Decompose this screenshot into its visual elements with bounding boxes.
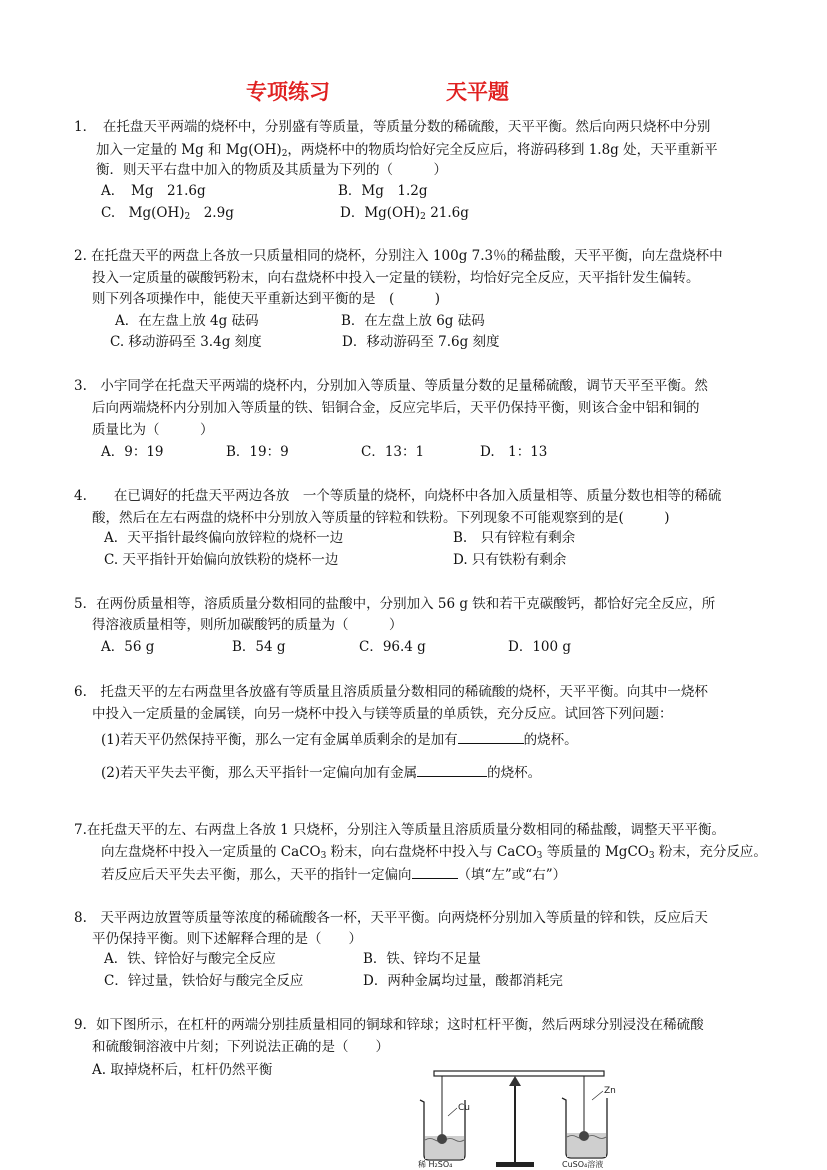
- q6-sub-1: (1)若天平仍然保持平衡，那么一定有金属单质剩余的是加有 的烧杯。: [101, 729, 578, 750]
- q7-line-1: 7.在托盘天平的左、右两盘上各放 1 只烧杯，分别注入等质量且溶质质量分数相同的稀盐酸，调整天平平衡。: [74, 822, 726, 838]
- q1-option-b: B．Mg 1.2g: [338, 183, 428, 199]
- q7-line-3: 若反应后天平失去平衡，那么，天平的指针一定偏向 （填“左”或“右”）: [101, 864, 566, 885]
- q2-option-d: D．移动游码至 7.6g 刻度: [342, 334, 500, 350]
- zn-label: Zn: [604, 1086, 616, 1096]
- q7-line-2: 向左盘烧杯中投入一定质量的 CaCO$_3$ 粉末，向右盘烧杯中投入与 CaCO$_3$ 等质量的 MgCO$_3$ 粉末，充分反应。: [101, 844, 767, 861]
- right-beaker-label: CuSO₄溶液: [562, 1160, 604, 1169]
- q3-line-1: 3. 小宇同学在托盘天平两端的烧杯内，分别加入等质量、等质量分数的足量稀硫酸，调节天平至平衡。然: [74, 378, 708, 394]
- q6-sub-2: (2)若天平失去平衡，那么天平指针一定偏向加有金属 的烧杯。: [101, 762, 541, 783]
- cu-ball: [437, 1134, 447, 1144]
- q5-line-2: 得溶液质量相等，则所加碳酸钙的质量为（ ）: [92, 617, 403, 633]
- q9-option-a: A. 取掉烧杯后，杠杆仍然平衡: [92, 1062, 273, 1078]
- title-right: 天平题: [446, 80, 509, 104]
- q5-option-b: B．54 g: [232, 639, 286, 655]
- q8-option-d: D．两种金属均过量，酸都消耗完: [363, 973, 563, 989]
- q2-line-2: 投入一定质量的碳酸钙粉末，向右盘烧杯中投入一定量的镁粉，均恰好完全反应，天平指针发生偏转。: [92, 270, 700, 286]
- q7-blank[interactable]: [412, 864, 458, 879]
- q1-line-1: 1． 在托盘天平两端的烧杯中，分别盛有等质量，等质量分数的稀硫酸，天平平衡。然后向两只烧杯中分别: [74, 119, 711, 135]
- q1-option-c: C. $Mg(OH)_2$ 2.9g: [101, 205, 234, 222]
- q2-option-a: A．在左盘上放 4g 砝码: [115, 313, 259, 329]
- q6-line-1: 6. 托盘天平的左右两盘里各放盛有等质量且溶质质量分数相同的稀硫酸的烧杯，天平平衡。向其中一烧杯: [74, 684, 708, 700]
- q4-line-2: 酸，然后在左右两盘的烧杯中分别放入等质量的锌粒和铁粉。下列现象不可能观察到的是( ): [92, 510, 670, 526]
- q3-line-2: 后向两端烧杯内分别加入等质量的铁、铝铜合金，反应完毕后，天平仍保持平衡，则该合金中铝和铜的: [92, 400, 700, 416]
- q9-line-1: 9．如下图所示，在杠杆的两端分别挂质量相同的铜球和锌球；这时杠杆平衡，然后两球分别浸没在稀硫酸: [74, 1017, 704, 1033]
- q1-line-3: 衡．则天平右盘中加入的物质及其质量为下列的（ ）: [96, 162, 447, 178]
- lever-base: [496, 1162, 534, 1167]
- q3-option-b: B．19：9: [226, 444, 289, 460]
- q1-line-2: 加入一定量的 Mg 和 $Mg(OH)_2$，两烧杯中的物质均恰好完全反应后，将游码移到 1.8g 处，天平重新平: [96, 142, 718, 159]
- lever-figure: [412, 1060, 622, 1170]
- q2-line-3: 则下列各项操作中，能使天平重新达到平衡的是 ( ): [92, 291, 441, 307]
- q5-option-d: D．100 g: [508, 639, 572, 655]
- q3-option-c: C．13：1: [361, 444, 425, 460]
- q6-blank-1[interactable]: [458, 729, 524, 744]
- left-beaker-label: 稀 H₂SO₄: [418, 1160, 453, 1169]
- q8-option-b: B．铁、锌均不足量: [363, 951, 481, 967]
- q2-line-1: 2. 在托盘天平的两盘上各放一只质量相同的烧杯，分别注入 100g 7.3％的稀盐酸，天平平衡，向左盘烧杯中: [74, 248, 723, 264]
- q4-option-a: A．天平指针最终偏向放锌粒的烧杯一边: [104, 530, 344, 546]
- q5-option-c: C．96.4 g: [359, 639, 426, 655]
- cu-label: Cu: [458, 1103, 470, 1113]
- q1-option-d: D．$Mg(OH)_2$ 21.6g: [340, 205, 469, 222]
- q3-option-d: D. 1：13: [480, 444, 548, 460]
- q2-option-c: C. 移动游码至 3.4g 刻度: [110, 334, 262, 350]
- page-title: [0, 76, 827, 108]
- q3-line-3: 质量比为（ ）: [92, 422, 214, 438]
- q9-line-2: 和硫酸铜溶液中片刻；下列说法正确的是（ ）: [92, 1039, 389, 1055]
- title-left: 专项练习: [246, 80, 330, 104]
- q4-option-d: D. 只有铁粉有剩余: [453, 552, 567, 568]
- q3-option-a: A．9：19: [101, 444, 164, 460]
- q6-blank-2[interactable]: [417, 762, 487, 777]
- q5-line-1: 5．在两份质量相等，溶质质量分数相同的盐酸中，分别加入 56 g 铁和若干克碳酸钙，都恰好完全反应，所: [74, 596, 716, 612]
- q8-option-c: C．锌过量，铁恰好与酸完全反应: [104, 973, 304, 989]
- q8-line-1: 8. 天平两边放置等质量等浓度的稀硫酸各一杯，天平平衡。向两烧杯分别加入等质量的锌和铁，反应后天: [74, 910, 708, 926]
- q4-line-1: 4. 在已调好的托盘天平两边各放 一个等质量的烧杯，向烧杯中各加入质量相等、质量分数也相等的稀硫: [74, 488, 722, 504]
- q8-option-a: A．铁、锌恰好与酸完全反应: [104, 951, 276, 967]
- lever-bar: [434, 1071, 604, 1076]
- lever-pivot: [509, 1076, 521, 1086]
- q6-line-2: 中投入一定质量的金属镁，向另一烧杯中投入与镁等质量的单质铁，充分反应。试回答下列问题：: [92, 706, 673, 722]
- q4-option-b: B. 只有锌粒有剩余: [453, 530, 576, 546]
- q2-option-b: B．在左盘上放 6g 砝码: [341, 313, 485, 329]
- zn-ball: [579, 1131, 589, 1141]
- q8-line-2: 平仍保持平衡。则下述解释合理的是（ ）: [92, 931, 362, 947]
- q1-option-a: A． Mg 21.6g: [101, 183, 206, 199]
- q5-option-a: A．56 g: [101, 639, 155, 655]
- q4-option-c: C. 天平指针开始偏向放铁粉的烧杯一边: [104, 552, 339, 568]
